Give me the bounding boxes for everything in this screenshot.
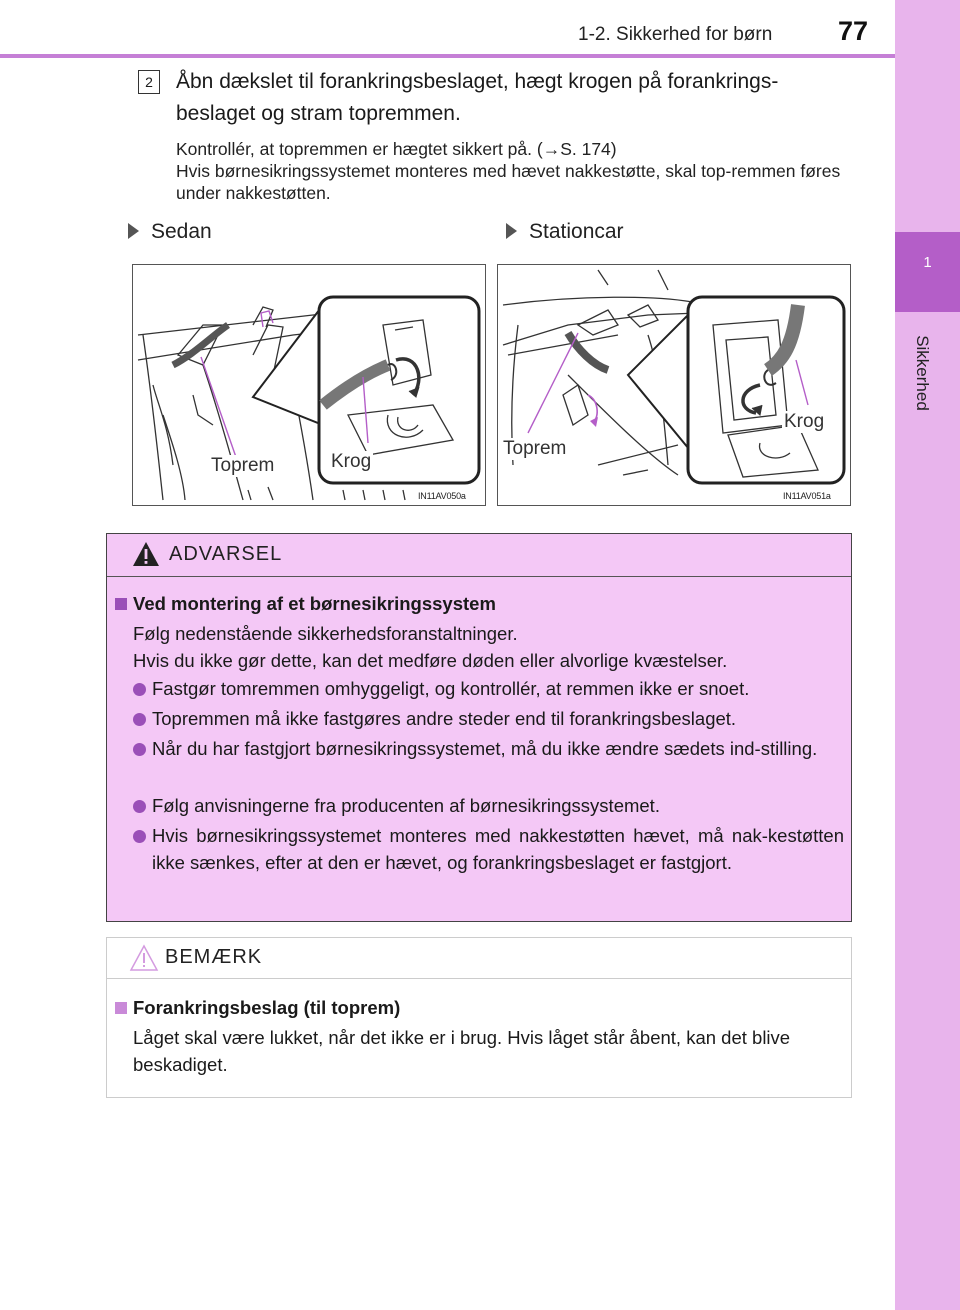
step-note-line1: Kontrollér, at topremmen er hægtet sikkert på. (→S. 174) [176, 139, 617, 159]
figure-label-sedan-text: Sedan [151, 220, 212, 243]
round-bullet-icon [133, 713, 146, 726]
chapter-number: 1 [923, 254, 932, 271]
warning-intro [133, 620, 843, 674]
section-title: 1-2. Sikkerhed for børn [578, 24, 773, 45]
step-note-line2: Hvis børnesikringssystemet monteres med hævet nakkestøtte, skal top-remmen føres under nakkestøtten. [176, 161, 841, 203]
square-bullet-icon [115, 598, 127, 610]
chapter-label [910, 325, 934, 420]
stationcar-illustration [498, 265, 850, 505]
warning-bullet-5: Hvis børnesikringssystemet monteres med nakkestøtten hævet, må nak-kestøtten ikke sænkes, efter at den er hævet, og forankringsbeslaget er fastgjort. [152, 825, 844, 873]
triangle-bullet-icon [128, 223, 139, 239]
step-note [176, 138, 856, 204]
warning-header [107, 534, 851, 577]
page-number: 77 [838, 16, 869, 46]
warning-bullet-2: Topremmen må ikke fastgøres andre steder end til forankringsbeslaget. [152, 708, 737, 729]
sedan-illustration [133, 265, 485, 505]
triangle-bullet-icon [506, 223, 517, 239]
note-title: BEMÆRK [165, 946, 263, 968]
warning-intro-line2: Hvis du ikke gør dette, kan det medføre døden eller alvorlige kvæstelser. [133, 650, 728, 671]
note-heading: Forankringsbeslag (til toprem) [133, 997, 401, 1018]
warning-triangle-icon [131, 540, 161, 568]
round-bullet-icon [133, 830, 146, 843]
chapter-tab [895, 232, 960, 312]
warning-bullet-3: Når du har fastgjort børnesikringssystemet, må du ikke ændre sædets ind-stilling. [152, 738, 818, 759]
round-bullet-icon [133, 800, 146, 813]
figure-label-stationcar-text: Stationcar [529, 220, 624, 243]
header-rule [0, 54, 895, 58]
square-bullet-icon [115, 1002, 127, 1014]
step-text: Åbn dækslet til forankringsbeslaget, hægt krogen på forankrings-beslaget og stram topremmen. [176, 70, 779, 125]
figure-sedan [132, 264, 486, 506]
warning-bullet-1: Fastgør tomremmen omhyggeligt, og kontrollér, at remmen ikke er snoet. [152, 678, 750, 699]
warning-intro-line1: Følg nedenstående sikkerhedsforanstaltninger. [133, 623, 518, 644]
callout-krog-stationcar: Krog [784, 411, 825, 432]
callout-toprem-stationcar: Toprem [503, 438, 567, 459]
figure-stationcar [497, 264, 851, 506]
side-strip [895, 0, 960, 1310]
figure-label-sedan [128, 220, 212, 244]
figure-label-stationcar [506, 220, 624, 244]
note-text: Låget skal være lukket, når det ikke er i brug. Hvis låget står åbent, kan det blive beskadiget. [133, 1027, 791, 1075]
callout-krog-sedan: Krog [331, 451, 372, 472]
figure-code-sedan: IN11AV050a [418, 491, 466, 501]
warning-heading: Ved montering af et børnesikringssystem [133, 593, 496, 614]
round-bullet-icon [133, 743, 146, 756]
warning-title: ADVARSEL [169, 543, 283, 565]
figure-code-stationcar: IN11AV051a [783, 491, 831, 501]
chapter-label-text: Sikkerhed [913, 334, 932, 411]
warning-bullet-4: Følg anvisningerne fra producenten af børnesikringssystemet. [152, 795, 660, 816]
notice-triangle-icon [129, 944, 159, 972]
note-box [106, 937, 852, 1098]
callout-toprem-sedan: Toprem [211, 455, 275, 476]
round-bullet-icon [133, 683, 146, 696]
step-number: 2 [138, 70, 160, 94]
note-header [107, 938, 851, 979]
warning-box [106, 533, 852, 922]
